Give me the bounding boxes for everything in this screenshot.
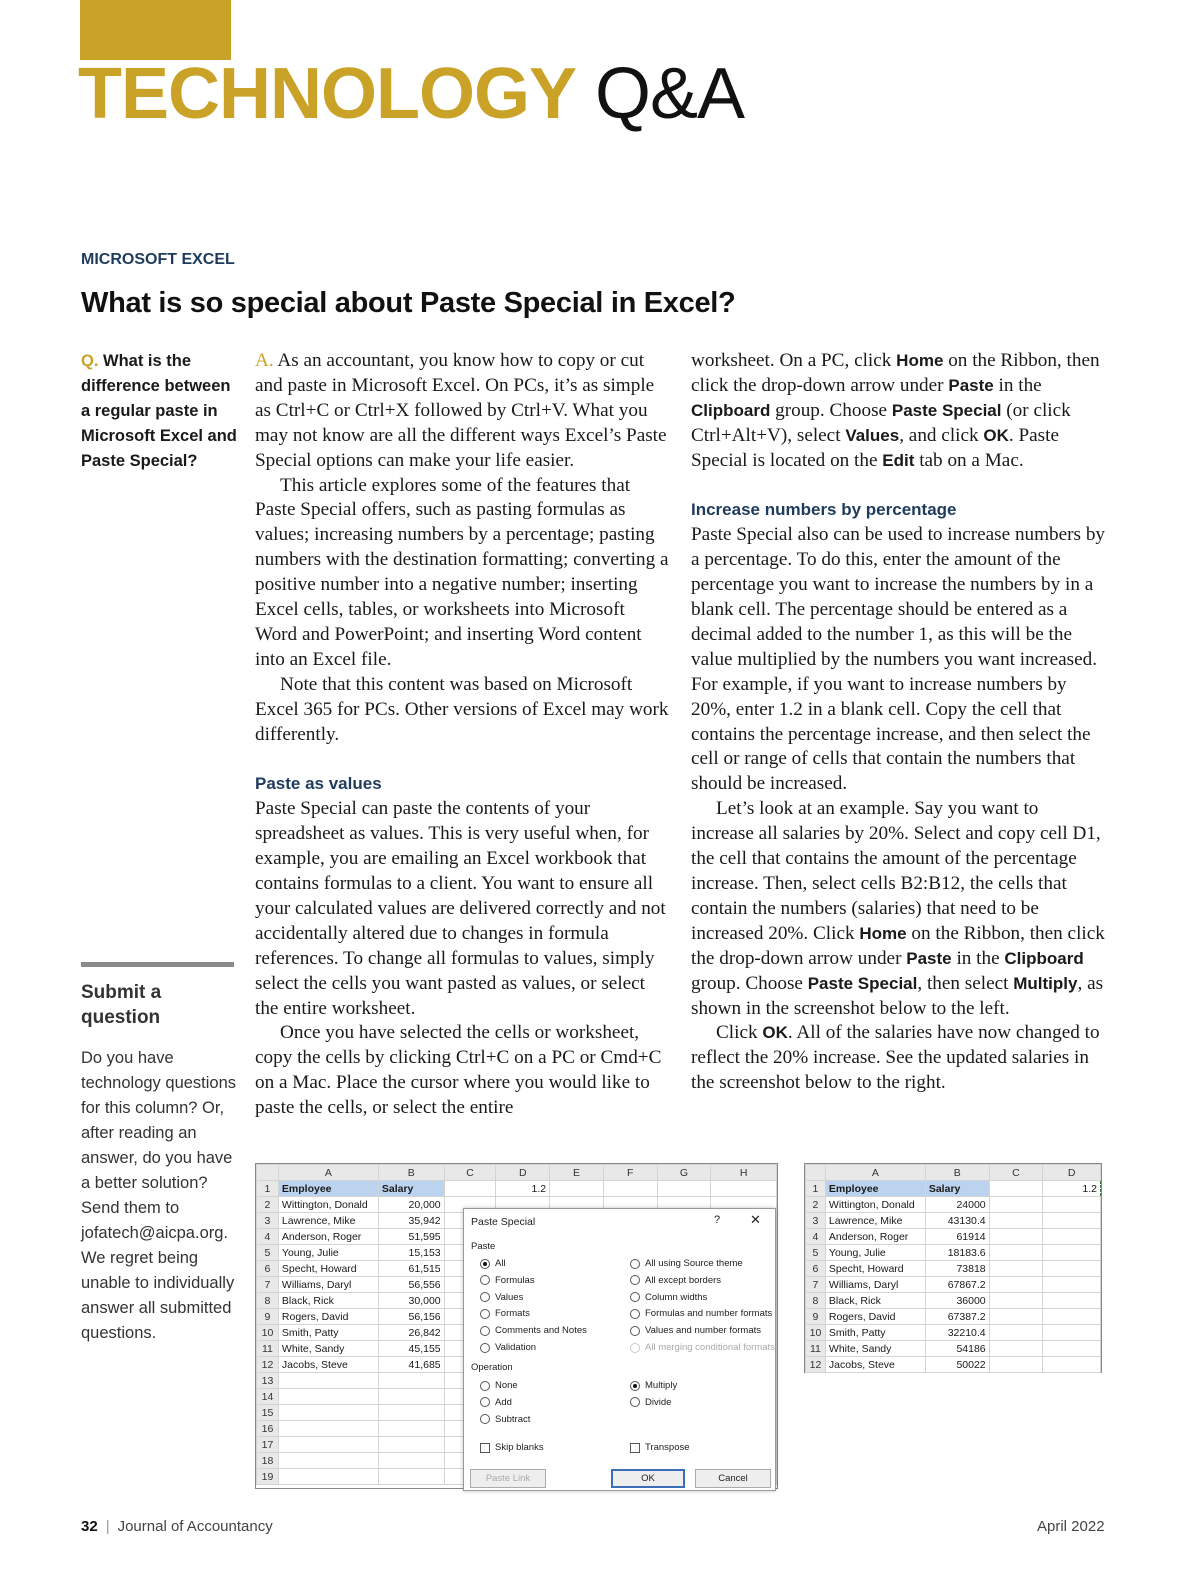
salary-cell[interactable]: 56,556 bbox=[378, 1277, 444, 1293]
option-label: Subtract bbox=[495, 1413, 531, 1425]
table-row bbox=[806, 1245, 1101, 1261]
paste-option-comments-and-notes[interactable] bbox=[480, 1325, 587, 1336]
cell[interactable] bbox=[1043, 1229, 1101, 1245]
employee-cell[interactable]: White, Sandy bbox=[825, 1341, 925, 1357]
cell[interactable] bbox=[1043, 1213, 1101, 1229]
employee-cell[interactable]: Young, Julie bbox=[278, 1245, 378, 1261]
table-row bbox=[806, 1309, 1101, 1325]
salary-cell[interactable]: 43130.4 bbox=[925, 1213, 989, 1229]
cell[interactable] bbox=[550, 1181, 604, 1197]
row-number[interactable]: 6 bbox=[806, 1261, 826, 1277]
row-number[interactable]: 10 bbox=[806, 1325, 826, 1341]
row-number[interactable]: 3 bbox=[806, 1213, 826, 1229]
radio-icon bbox=[480, 1397, 490, 1407]
checkbox-icon bbox=[630, 1443, 640, 1453]
salary-cell[interactable]: 36000 bbox=[925, 1293, 989, 1309]
cell[interactable] bbox=[989, 1357, 1043, 1373]
cell[interactable] bbox=[278, 1437, 378, 1453]
radio-icon bbox=[480, 1292, 490, 1302]
employee-cell[interactable]: Anderson, Roger bbox=[278, 1229, 378, 1245]
article-column-1 bbox=[255, 349, 670, 1121]
spreadsheet-after bbox=[804, 1163, 1102, 1373]
operation-divide[interactable] bbox=[630, 1397, 671, 1408]
row-number[interactable]: 1 bbox=[806, 1181, 826, 1197]
row-number[interactable]: 8 bbox=[257, 1293, 279, 1309]
option-label: Values bbox=[495, 1291, 524, 1303]
radio-selected-icon bbox=[630, 1381, 640, 1391]
row-number[interactable]: 11 bbox=[257, 1341, 279, 1357]
cell[interactable] bbox=[278, 1389, 378, 1405]
table-row bbox=[257, 1181, 777, 1197]
journal-name: Journal of Accountancy bbox=[117, 1518, 273, 1535]
row-number[interactable]: 5 bbox=[257, 1245, 279, 1261]
p8-g: , as shown in the screenshot below to the left. bbox=[691, 972, 1104, 1019]
column-header[interactable]: F bbox=[603, 1165, 657, 1181]
cell[interactable] bbox=[711, 1181, 777, 1197]
header-cell-employee[interactable]: Employee bbox=[278, 1181, 378, 1197]
paragraph-3: Note that this content was based on Microsoft Excel 365 for PCs. Other versions of Excel may work differently. bbox=[255, 673, 669, 745]
option-label: Divide bbox=[645, 1396, 672, 1408]
subheading-increase-numbers: Increase numbers by percentage bbox=[691, 500, 957, 520]
employee-cell[interactable]: Wittington, Donald bbox=[825, 1197, 925, 1213]
header-cell-employee[interactable]: Employee bbox=[825, 1181, 925, 1197]
salary-cell[interactable]: 15,153 bbox=[378, 1245, 444, 1261]
cell[interactable] bbox=[378, 1437, 444, 1453]
close-icon[interactable]: ✕ bbox=[750, 1212, 761, 1227]
paste-group-label: Paste bbox=[471, 1241, 496, 1252]
salary-cell[interactable]: 20,000 bbox=[378, 1197, 444, 1213]
table-row bbox=[806, 1261, 1101, 1277]
employee-cell[interactable]: Black, Rick bbox=[825, 1293, 925, 1309]
employee-cell[interactable]: Smith, Patty bbox=[278, 1325, 378, 1341]
paragraph-9 bbox=[691, 1021, 1106, 1096]
cell[interactable] bbox=[603, 1181, 657, 1197]
salary-cell[interactable]: 41,685 bbox=[378, 1357, 444, 1373]
radio-icon bbox=[630, 1397, 640, 1407]
p8-c: on the Ribbon, then click the drop-down arrow under bbox=[691, 922, 1105, 969]
paste-option-all-except-borders[interactable] bbox=[630, 1275, 721, 1286]
cell[interactable] bbox=[989, 1293, 1043, 1309]
transpose-checkbox[interactable] bbox=[630, 1442, 690, 1453]
p6-c: on the Ribbon, then click the drop-down arrow under bbox=[691, 350, 1100, 396]
radio-icon bbox=[630, 1292, 640, 1302]
skip-blanks-label: Skip blanks bbox=[495, 1442, 544, 1453]
operation-add[interactable] bbox=[480, 1397, 512, 1408]
radio-icon bbox=[630, 1275, 640, 1285]
row-number[interactable]: 1 bbox=[257, 1181, 279, 1197]
salary-cell[interactable]: 35,942 bbox=[378, 1213, 444, 1229]
select-all-corner[interactable] bbox=[257, 1165, 279, 1181]
option-label: Formulas and number formats bbox=[645, 1308, 773, 1320]
select-all-corner[interactable] bbox=[806, 1165, 826, 1181]
operation-none[interactable] bbox=[480, 1380, 518, 1391]
question-text: What is the difference between a regular paste in Microsoft Excel and Paste Special? bbox=[81, 352, 237, 470]
p8-a: Let’s look at an example. Say you want to increase all salaries by 20%. Select and copy cell D1, the cell that contains the amount of the percentage increase. Then, select cells B2:B12, the cells that contain the numbers (salaries) that need to be increased 20%. Click bbox=[691, 798, 1101, 944]
salary-cell[interactable]: 32210.4 bbox=[925, 1325, 989, 1341]
p9-a: Click bbox=[716, 1022, 763, 1044]
answer-marker: A. bbox=[255, 350, 274, 371]
dialog-title: Paste Special bbox=[471, 1216, 536, 1228]
option-label: All bbox=[495, 1258, 506, 1269]
salary-cell[interactable]: 45,155 bbox=[378, 1341, 444, 1357]
p6-i: tab on a Mac. bbox=[914, 449, 1024, 471]
page-title bbox=[78, 52, 744, 136]
option-label: None bbox=[495, 1380, 518, 1391]
row-number[interactable]: 10 bbox=[257, 1325, 279, 1341]
radio-icon bbox=[480, 1326, 490, 1336]
column-header[interactable]: A bbox=[278, 1165, 378, 1181]
operation-subtract[interactable] bbox=[480, 1414, 530, 1425]
table-row bbox=[806, 1357, 1101, 1373]
cell[interactable] bbox=[989, 1229, 1043, 1245]
cell[interactable] bbox=[378, 1469, 444, 1485]
employee-cell[interactable]: Rogers, David bbox=[278, 1309, 378, 1325]
paste-option-column-widths[interactable] bbox=[630, 1292, 707, 1303]
salary-cell[interactable]: 26,842 bbox=[378, 1325, 444, 1341]
checkbox-icon bbox=[480, 1443, 490, 1453]
paragraph-7: Paste Special also can be used to increase numbers by a percentage. To do this, enter the amount of the percentage you want to increase the numbers by in a blank cell. The percentage should be entered as a decimal added to the number 1, as this will be the value multiplied by the numbers you want increased. For example, if you want to increase numbers by 20%, enter 1.2 in a blank cell. Copy the cell that contains the percentage increase, and then select the cell or range of cells that contain the numbers that should be increased. bbox=[691, 524, 1106, 795]
row-number[interactable]: 18 bbox=[257, 1453, 279, 1469]
paste-option-all[interactable] bbox=[480, 1258, 506, 1269]
cell[interactable] bbox=[989, 1245, 1043, 1261]
column-header[interactable]: D bbox=[1043, 1165, 1101, 1181]
radio-icon bbox=[630, 1309, 640, 1319]
operation-multiply[interactable] bbox=[630, 1380, 677, 1391]
row-number[interactable]: 13 bbox=[257, 1373, 279, 1389]
row-number[interactable]: 3 bbox=[257, 1213, 279, 1229]
submit-body: Do you have technology questions for this column? Or, after reading an answer, do you have a better solution? Send them to jofatech@aicpa.org. We regret being unable to individually answer all submitted questions. bbox=[81, 1049, 237, 1342]
row-number[interactable]: 16 bbox=[257, 1421, 279, 1437]
p8-paste: Paste bbox=[906, 948, 952, 968]
cancel-button[interactable]: Cancel bbox=[695, 1469, 771, 1488]
row-number[interactable]: 17 bbox=[257, 1437, 279, 1453]
row-number[interactable]: 2 bbox=[806, 1197, 826, 1213]
salary-cell[interactable]: 56,156 bbox=[378, 1309, 444, 1325]
option-label: Column widths bbox=[645, 1291, 708, 1303]
cell[interactable] bbox=[378, 1421, 444, 1437]
column-header[interactable]: G bbox=[657, 1165, 711, 1181]
row-number[interactable]: 2 bbox=[257, 1197, 279, 1213]
row-number[interactable]: 9 bbox=[257, 1309, 279, 1325]
employee-cell[interactable]: Lawrence, Mike bbox=[278, 1213, 378, 1229]
cell[interactable] bbox=[989, 1277, 1043, 1293]
p8-clipboard: Clipboard bbox=[1004, 948, 1084, 968]
salary-cell[interactable]: 73818 bbox=[925, 1261, 989, 1277]
cell[interactable] bbox=[278, 1405, 378, 1421]
p6-h: . Paste Special is located on the bbox=[691, 424, 1059, 471]
salary-cell[interactable]: 61,515 bbox=[378, 1261, 444, 1277]
cell[interactable] bbox=[989, 1325, 1043, 1341]
p6-e: group. Choose bbox=[770, 399, 892, 421]
employee-cell[interactable]: Jacobs, Steve bbox=[825, 1357, 925, 1373]
option-label: Add bbox=[495, 1396, 512, 1408]
option-label: Values and number formats bbox=[645, 1325, 761, 1337]
question-marker: Q. bbox=[81, 352, 99, 370]
p8-f: , then select bbox=[917, 972, 1014, 994]
paragraph-1-text: As an accountant, you know how to copy or cut and paste in Microsoft Excel. On PCs, it’s as simple as Ctrl+C or Ctrl+X followed by Ctrl+V. What you may not know are all the different ways Excel’s Paste Special options can make your life easier. bbox=[255, 350, 667, 471]
p6-values: Values bbox=[845, 425, 900, 445]
salary-cell[interactable]: 51,595 bbox=[378, 1229, 444, 1245]
paragraph-5: Once you have selected the cells or worksheet, copy the cells by clicking Ctrl+C on a PC or Cmd+C on a Mac. Place the cursor where you would like to paste the cells, or select the entire bbox=[255, 1022, 662, 1119]
column-header[interactable]: C bbox=[444, 1165, 496, 1181]
employee-cell[interactable]: Rogers, David bbox=[825, 1309, 925, 1325]
spreadsheet-after-grid bbox=[805, 1164, 1101, 1373]
section-label: MICROSOFT EXCEL bbox=[81, 251, 235, 268]
cell[interactable] bbox=[378, 1405, 444, 1421]
paste-option-formulas[interactable] bbox=[480, 1275, 535, 1286]
paste-option-all-merging-conditional-formats[interactable] bbox=[630, 1342, 775, 1353]
employee-cell[interactable]: Young, Julie bbox=[825, 1245, 925, 1261]
employee-cell[interactable]: Williams, Daryl bbox=[278, 1277, 378, 1293]
title-light: Q&A bbox=[595, 54, 745, 134]
option-label: All using Source theme bbox=[645, 1258, 743, 1269]
option-label: Validation bbox=[495, 1342, 537, 1353]
radio-icon bbox=[480, 1414, 490, 1424]
paste-option-values-and-number-formats[interactable] bbox=[630, 1325, 761, 1336]
row-number[interactable]: 12 bbox=[806, 1357, 826, 1373]
salary-cell[interactable]: 18183.6 bbox=[925, 1245, 989, 1261]
footer-separator: | bbox=[105, 1518, 110, 1535]
radio-icon bbox=[630, 1326, 640, 1336]
employee-cell[interactable]: Specht, Howard bbox=[825, 1261, 925, 1277]
row-number[interactable]: 9 bbox=[806, 1309, 826, 1325]
column-header-row bbox=[806, 1165, 1101, 1181]
p6-paste: Paste bbox=[948, 375, 994, 395]
table-row bbox=[806, 1325, 1101, 1341]
salary-cell[interactable]: 61914 bbox=[925, 1229, 989, 1245]
cell[interactable] bbox=[378, 1373, 444, 1389]
footer-date: April 2022 bbox=[1037, 1518, 1105, 1535]
paragraph-1 bbox=[255, 349, 670, 474]
cell[interactable] bbox=[1043, 1309, 1101, 1325]
table-row bbox=[806, 1197, 1101, 1213]
salary-cell[interactable]: 24000 bbox=[925, 1197, 989, 1213]
article-headline: What is so special about Paste Special in Excel? bbox=[81, 287, 736, 319]
cell[interactable] bbox=[989, 1181, 1043, 1197]
header-cell-salary[interactable]: Salary bbox=[925, 1181, 989, 1197]
row-number[interactable]: 4 bbox=[806, 1229, 826, 1245]
cell[interactable] bbox=[444, 1181, 496, 1197]
row-number[interactable]: 12 bbox=[257, 1357, 279, 1373]
p6-paste-special: Paste Special bbox=[891, 400, 1002, 420]
paste-link-button[interactable]: Paste Link bbox=[470, 1469, 546, 1488]
option-label: Comments and Notes bbox=[495, 1325, 587, 1337]
p8-d: in the bbox=[951, 947, 1005, 969]
cell[interactable] bbox=[1043, 1293, 1101, 1309]
option-label: Formats bbox=[495, 1308, 530, 1320]
column-header[interactable]: H bbox=[711, 1165, 777, 1181]
row-number[interactable]: 14 bbox=[257, 1389, 279, 1405]
row-number[interactable]: 4 bbox=[257, 1229, 279, 1245]
option-label: All merging conditional formats bbox=[645, 1342, 775, 1353]
salary-cell[interactable]: 67867.2 bbox=[925, 1277, 989, 1293]
table-row bbox=[806, 1181, 1101, 1197]
p6-edit: Edit bbox=[882, 450, 915, 470]
employee-cell[interactable]: Smith, Patty bbox=[825, 1325, 925, 1341]
article-column-2 bbox=[691, 349, 1106, 1096]
cell[interactable] bbox=[278, 1373, 378, 1389]
paste-option-values[interactable] bbox=[480, 1292, 523, 1303]
row-number[interactable]: 8 bbox=[806, 1293, 826, 1309]
column-header-row bbox=[257, 1165, 777, 1181]
paste-special-dialog bbox=[463, 1208, 776, 1491]
header-accent-bar bbox=[80, 0, 231, 60]
cell[interactable] bbox=[278, 1421, 378, 1437]
table-row bbox=[806, 1293, 1101, 1309]
cell-d1[interactable]: 1.2 bbox=[1043, 1181, 1101, 1197]
page-number: 32 bbox=[81, 1518, 98, 1535]
cell[interactable] bbox=[378, 1453, 444, 1469]
cell[interactable] bbox=[657, 1181, 711, 1197]
paragraph-6 bbox=[691, 349, 1106, 474]
subheading-paste-as-values: Paste as values bbox=[255, 774, 382, 794]
salary-cell[interactable]: 50022 bbox=[925, 1357, 989, 1373]
table-row bbox=[806, 1277, 1101, 1293]
employee-cell[interactable]: Black, Rick bbox=[278, 1293, 378, 1309]
sidebar-divider bbox=[81, 962, 234, 967]
radio-icon bbox=[480, 1275, 490, 1285]
salary-cell[interactable]: 67387.2 bbox=[925, 1309, 989, 1325]
table-row bbox=[806, 1213, 1101, 1229]
row-number[interactable]: 15 bbox=[257, 1405, 279, 1421]
cell[interactable] bbox=[378, 1389, 444, 1405]
cell[interactable] bbox=[278, 1453, 378, 1469]
p9-ok: OK bbox=[762, 1023, 788, 1043]
p8-home: Home bbox=[859, 923, 907, 943]
skip-blanks-checkbox[interactable] bbox=[480, 1442, 544, 1453]
employee-cell[interactable]: Anderson, Roger bbox=[825, 1229, 925, 1245]
cell[interactable] bbox=[1043, 1197, 1101, 1213]
operation-group-label: Operation bbox=[471, 1362, 513, 1373]
paragraph-8 bbox=[691, 797, 1106, 1021]
cell[interactable] bbox=[989, 1341, 1043, 1357]
table-row bbox=[806, 1341, 1101, 1357]
column-header[interactable]: A bbox=[825, 1165, 925, 1181]
cell[interactable] bbox=[989, 1309, 1043, 1325]
salary-cell[interactable]: 54186 bbox=[925, 1341, 989, 1357]
p6-ok: OK bbox=[983, 425, 1009, 445]
row-number[interactable]: 7 bbox=[806, 1277, 826, 1293]
header-cell-salary[interactable]: Salary bbox=[378, 1181, 444, 1197]
paragraph-4: Paste Special can paste the contents of your spreadsheet as values. This is very useful when, for example, you are emailing an Excel workbook that contains formulas to a client. You want to ensure all your calculated values are delivered correctly and not accidentally altered due to changes in formula references. To change all formulas to values, simply select the cells you want pasted as values, or select the entire worksheet. bbox=[255, 798, 666, 1019]
option-label: Formulas bbox=[495, 1274, 535, 1286]
p6-g: , and click bbox=[899, 424, 984, 446]
radio-icon bbox=[480, 1309, 490, 1319]
cell[interactable] bbox=[1043, 1357, 1101, 1373]
footer-left bbox=[81, 1518, 273, 1535]
row-number[interactable]: 19 bbox=[257, 1469, 279, 1485]
radio-icon bbox=[630, 1259, 640, 1269]
cell[interactable] bbox=[989, 1261, 1043, 1277]
cell[interactable] bbox=[989, 1197, 1043, 1213]
p8-multiply: Multiply bbox=[1013, 973, 1078, 993]
paste-option-validation[interactable] bbox=[480, 1342, 536, 1353]
ok-button[interactable]: OK bbox=[611, 1469, 685, 1488]
p8-e: group. Choose bbox=[691, 972, 808, 994]
cell[interactable] bbox=[278, 1469, 378, 1485]
employee-cell[interactable]: Wittington, Donald bbox=[278, 1197, 378, 1213]
radio-icon bbox=[480, 1381, 490, 1391]
cell[interactable] bbox=[1043, 1325, 1101, 1341]
employee-cell[interactable]: Jacobs, Steve bbox=[278, 1357, 378, 1373]
column-header[interactable]: B bbox=[925, 1165, 989, 1181]
paste-option-formats[interactable] bbox=[480, 1308, 530, 1319]
option-label: All except borders bbox=[645, 1274, 722, 1286]
column-header[interactable]: B bbox=[378, 1165, 444, 1181]
table-row bbox=[806, 1229, 1101, 1245]
paste-option-all-using-source-theme[interactable] bbox=[630, 1258, 743, 1269]
title-bold: TECHNOLOGY bbox=[78, 54, 577, 134]
column-header[interactable]: E bbox=[550, 1165, 604, 1181]
cell[interactable] bbox=[1043, 1341, 1101, 1357]
p6-clipboard: Clipboard bbox=[691, 400, 771, 420]
row-number[interactable]: 7 bbox=[257, 1277, 279, 1293]
employee-cell[interactable]: Lawrence, Mike bbox=[825, 1213, 925, 1229]
row-number[interactable]: 11 bbox=[806, 1341, 826, 1357]
row-number[interactable]: 6 bbox=[257, 1261, 279, 1277]
radio-selected-icon bbox=[480, 1259, 490, 1269]
p6-a: worksheet. On a PC, click bbox=[691, 350, 897, 371]
submit-heading: Submit a question bbox=[81, 982, 162, 1028]
p6-home: Home bbox=[896, 351, 944, 370]
option-label: Multiply bbox=[645, 1380, 678, 1391]
row-number[interactable]: 5 bbox=[806, 1245, 826, 1261]
p6-d: in the bbox=[993, 374, 1042, 396]
employee-cell[interactable]: White, Sandy bbox=[278, 1341, 378, 1357]
cell-d1[interactable]: 1.2 bbox=[496, 1181, 550, 1197]
salary-cell[interactable]: 30,000 bbox=[378, 1293, 444, 1309]
cell[interactable] bbox=[989, 1213, 1043, 1229]
help-icon[interactable]: ? bbox=[714, 1214, 721, 1226]
cell[interactable] bbox=[1043, 1261, 1101, 1277]
transpose-label: Transpose bbox=[645, 1442, 690, 1453]
column-header[interactable]: C bbox=[989, 1165, 1043, 1181]
column-header[interactable]: D bbox=[496, 1165, 550, 1181]
cell[interactable] bbox=[1043, 1245, 1101, 1261]
radio-icon bbox=[480, 1343, 490, 1353]
p9-c: . All of the salaries have now changed to reflect the 20% increase. See the updated salaries in the screenshot below to the right. bbox=[691, 1022, 1100, 1094]
question-box bbox=[81, 349, 241, 474]
p6-f: (or click Ctrl+Alt+V), select bbox=[691, 399, 1071, 446]
employee-cell[interactable]: Williams, Daryl bbox=[825, 1277, 925, 1293]
paste-option-formulas-and-number-formats[interactable] bbox=[630, 1308, 772, 1319]
p8-paste-special: Paste Special bbox=[807, 973, 918, 993]
employee-cell[interactable]: Specht, Howard bbox=[278, 1261, 378, 1277]
radio-icon bbox=[630, 1343, 640, 1353]
cell[interactable] bbox=[1043, 1277, 1101, 1293]
paragraph-2: This article explores some of the features that Paste Special offers, such as pasting formulas as values; increasing numbers by a percentage; pasting numbers with the destination formatting; converting a positive number into a negative number; inserting Excel cells, tables, or worksheets into Microsoft Word and PowerPoint; and inserting Word content into an Excel file. bbox=[255, 474, 669, 670]
